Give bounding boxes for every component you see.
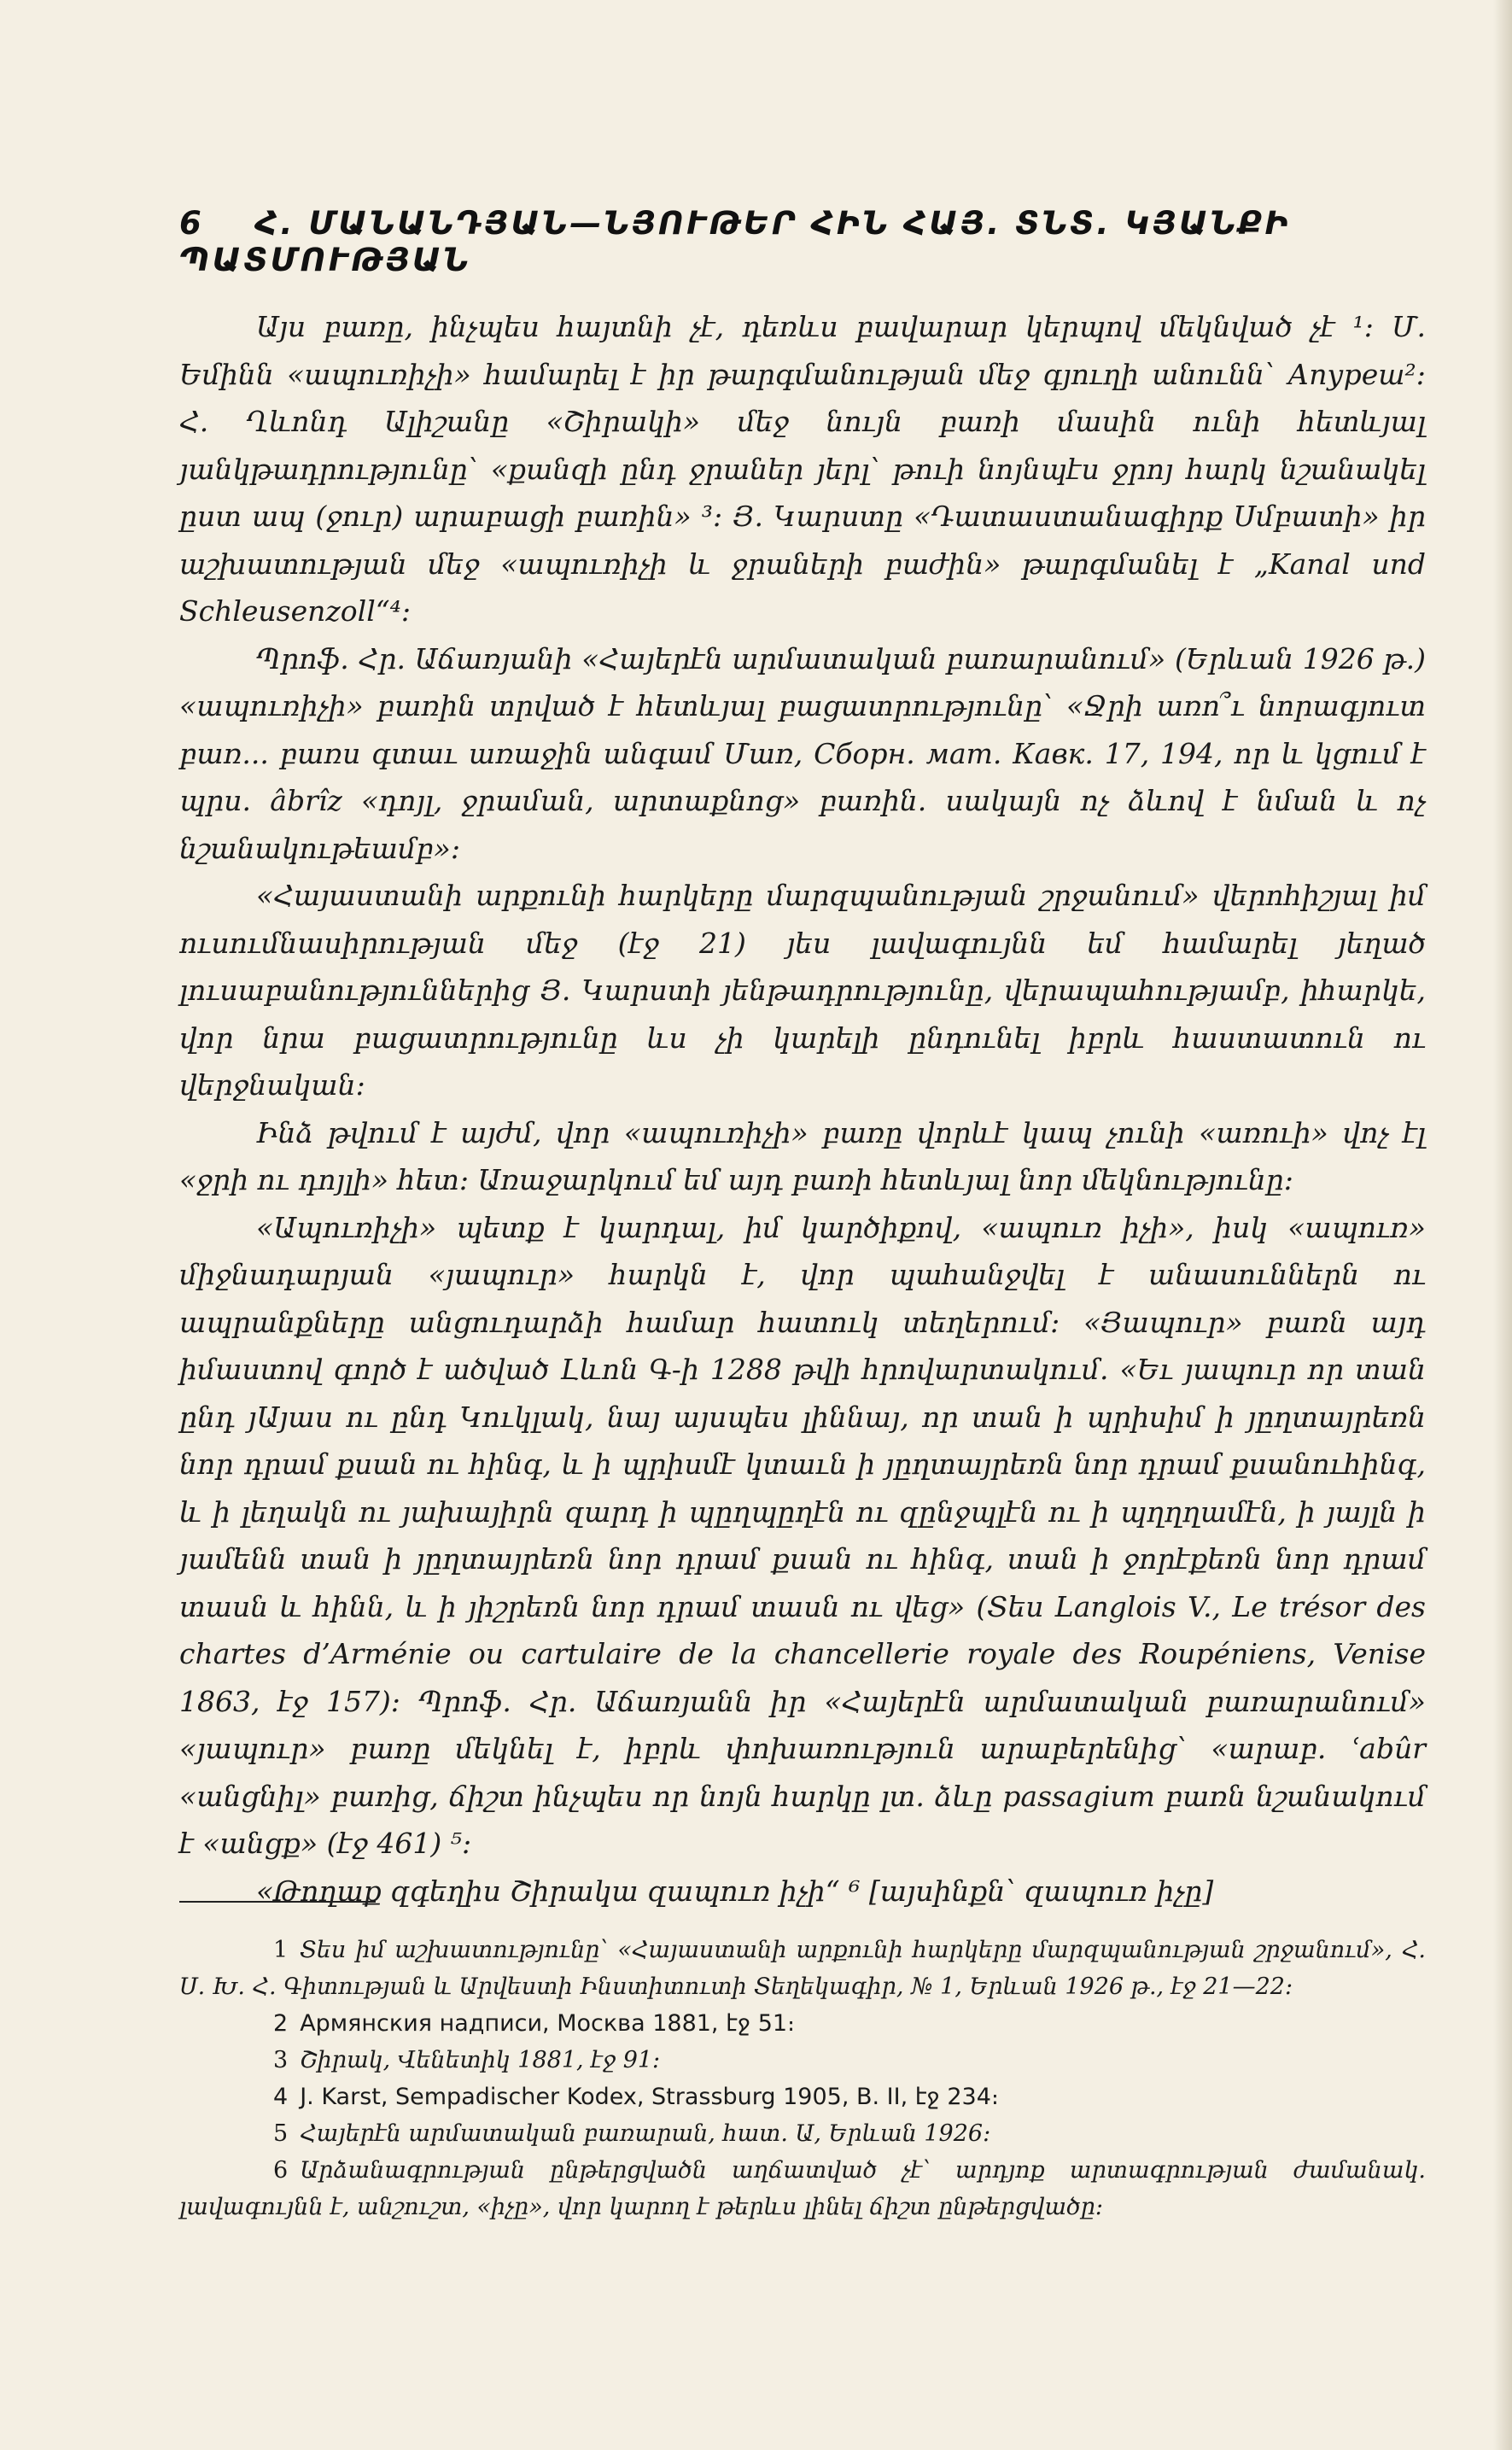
- footnote: [179, 2042, 1426, 2079]
- footnote: [179, 2079, 1426, 2115]
- page-number: 6: [179, 205, 204, 242]
- page-binding-edge: [1493, 0, 1512, 2450]
- footnote-number: 3: [273, 2047, 289, 2073]
- footnote-number: 5: [273, 2120, 289, 2147]
- running-title: Հ. ՄԱՆԱՆԴՅԱՆ—ՆՅՈՒԹԵՐ ՀԻՆ ՀԱՅ. ՏՆՏ. ԿՅԱՆՔԻ ՊԱՏՄՈՒԹՅԱՆ: [179, 205, 1291, 278]
- paragraph: «Ապուռիչի» պետք է կարդալ, իմ կարծիքով, «ապուռ իչի», իսկ «ապուռ» միջնադարյան «յապուր» հարկն է, վոր պահանջվել է անասուններն ու ապրանքները անցուդարձի համար հատուկ տեղերում։ «Յապուր» բառն այդ իմաստով գործ է ածված Լևոն Գ-ի 1288 թվի հրովարտակում. «Եւ յապուր որ տան ընդ յԱյաս ու ընդ Կուկլակ, նայ այսպես լիննայ, որ տան ի պրիսիմ ի յըղտայրեռն նոր դրամ քսան ու հինգ, և ի պրիսմէ կտաւն ի յըղտայրեռն նոր դրամ քսանուհինգ, և ի լեղակն ու յախայիրն զարդ ի պըղպըղէն ու զընջպլէն ու ի պղղղամէն, ի յայլն ի յամենն տան ի յըղտայրեռն նոր դրամ քսան ու հինգ, տան ի ջորէքեռն նոր դրամ տասն և հինն, և ի յիշրեռն նոր դրամ տասն ու վեց» (Տես Langlois V., Le trésor des chartes d’Arménie ou cartulaire de la chancellerie royale des Roupéniens, Venise 1863, էջ 157)։ Պրոֆ. Հր. Աճառյանն իր «Հայերէն արմատական բառարանում» «յապուր» բառը մեկնել է, իբրև փոխառություն արաբերենից՝ «արաբ. ʿabûr «անցնիլ» բառից, ճիշտ ինչպես որ նոյն հարկը լտ. ձևը passagium բառն նշանակում է «անցք» (էջ 461) ⁵։: [179, 1210, 1426, 1860]
- footnote-number: 2: [273, 2010, 289, 2037]
- paragraph: «Հայաստանի արքունի հարկերը մարզպանության շրջանում» վերոհիշյալ իմ ուսումնասիրության մեջ (էջ 21) յես լավագույնն եմ համարել յեղած լուսաբանություններից Յ. Կարստի յենթադրությունը, վերապահությամբ, իհարկե, վոր նրա բացատրությունը ևս չի կարելի ընդունել իբրև հաստատուն ու վերջնական։: [179, 879, 1426, 1102]
- footnote-text: Տես իմ աշխատությունը՝ «Հայաստանի արքունի հարկերը մարզպանության շրջանում», Հ. Ս. Խ. Հ. Գիտության և Արվեստի Ինստիտուտի Տեղեկագիր, № 1, Երևան 1926 թ., էջ 21—22։: [179, 1937, 1426, 2000]
- paragraph: Պրոֆ. Հր. Աճառյանի «Հայերէն արմատական բառարանում» (Երևան 1926 թ.) «ապուռիչի» բառին տրված է հետևյալ բացատրությունը՝ «Ջրի առո՞ւ նորագյուտ բառ... բառս գտաւ առաջին անգամ Մառ, Сборн. мат. Кавк. 17, 194, որ և կցում է պրս. âbrîz «դոյլ, ջրաման, արտաքնոց» բառին. սակայն ոչ ձևով է նման և ոչ նշանակութեամբ»։: [179, 641, 1426, 865]
- paragraph: Ինձ թվում է այժմ, վոր «ապուռիչի» բառը վորևէ կապ չունի «առուի» վոչ էլ «ջրի ու դոյլի» հետ։ Առաջարկում եմ այդ բառի հետևյալ նոր մեկնությունը։: [179, 1115, 1426, 1196]
- running-header: [179, 205, 1426, 278]
- footnote-text: Շիրակ, Վենետիկ 1881, էջ 91։: [300, 2047, 661, 2073]
- paragraph: «Թողաք զգեղիս Շիրակա զապուռ իչի“ ⁶ [այսինքն՝ զապուռ իչը]: [256, 1874, 1214, 1908]
- footnote-number: 4: [273, 2084, 289, 2110]
- footnote: [179, 2005, 1426, 2042]
- footnote-number: 1: [273, 1937, 289, 1963]
- main-text: [179, 303, 1426, 1915]
- footnote: [179, 2115, 1426, 2152]
- footnote-separator: [179, 1901, 376, 1903]
- footnote: [179, 2152, 1426, 2225]
- footnote-text: Армянския надписи, Москва 1881, էջ 51։: [300, 2010, 796, 2037]
- footnote-text: J. Karst, Sempadischer Kodex, Strassburg 1905, B. II, էջ 234։: [300, 2084, 999, 2110]
- footnotes: [179, 1932, 1426, 2225]
- footnote-text: Հայերէն արմատական բառարան, հատ. Ա, Երևան 1926։: [300, 2120, 991, 2147]
- footnote-text: Արձանագրության ընթերցվածն աղճատված չէ՝ արդյոք արտագրության ժամանակ. լավագույնն է, անշուշտ, «իչը», վոր կարող է թերևս լինել ճիշտ ընթերցվածը։: [179, 2157, 1426, 2220]
- paragraph: Այս բառը, ինչպես հայտնի չէ, դեռևս բավարար կերպով մեկնված չէ ¹։ Մ. Եմինն «ապուռիչի» համարել է իր թարգմանության մեջ գյուղի անունն՝ Апуреш²։ Հ. Ղևոնդ Ալիշանը «Շիրակի» մեջ նույն բառի մասին ունի հետևյալ յանկթադրությունը՝ «քանզի ընդ ջրաներ յերլ՝ թուի նոյնպէս ջրոյ հարկ նշանակել ըստ ապ (ջուր) արաբացի բառին» ³։ Յ. Կարստը «Դատաստանագիրք Սմբատի» իր աշխատության մեջ «ապուռիչի և ջրաների բաժին» թարգմանել է „Kanal und Schleusenzoll“⁴։: [179, 310, 1426, 628]
- footnote-number: 6: [273, 2157, 289, 2184]
- footnote: [179, 1932, 1426, 2005]
